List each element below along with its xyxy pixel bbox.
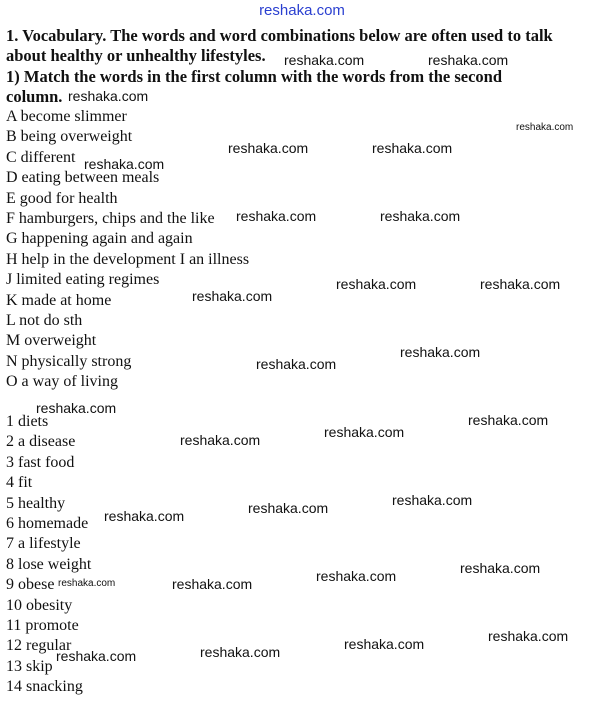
watermark: reshaka.com (200, 644, 281, 660)
watermark: reshaka.com (248, 500, 329, 516)
list-item: 4 fit (6, 474, 33, 492)
watermark: reshaka.com (256, 356, 337, 372)
watermark: reshaka.com (316, 568, 397, 584)
list-item: 10 obesity (6, 596, 73, 614)
list-item: 12 regular (6, 637, 72, 655)
watermark: reshaka.com (104, 508, 185, 524)
list-item: C different (6, 148, 76, 166)
watermark: reshaka.com (488, 628, 569, 644)
list-item: 5 healthy (6, 494, 66, 512)
list-item: 1 diets (6, 413, 49, 430)
list-item: M overweight (6, 332, 97, 350)
list-item: L not do sth (6, 311, 83, 329)
watermark: reshaka.com (468, 412, 549, 428)
watermark: reshaka.com (392, 492, 473, 508)
watermark: reshaka.com (344, 636, 425, 652)
watermark: reshaka.com (56, 648, 137, 664)
watermark: reshaka.com (172, 576, 253, 592)
list-item: 11 promote (6, 616, 79, 634)
watermark: reshaka.com (324, 424, 405, 440)
list-item: H help in the development I an illness (6, 250, 250, 268)
list-item: G happening again and again (6, 230, 193, 248)
list-item: A become slimmer (6, 108, 127, 125)
watermark: reshaka.com (284, 52, 365, 68)
task-instruction-line-1: 1) Match the words in the first column with the words from the second (6, 67, 503, 86)
list-item: K made at home (6, 291, 112, 309)
watermark: reshaka.com (480, 276, 561, 292)
task-instruction-line-2: column. (6, 87, 63, 106)
watermark: reshaka.com (36, 400, 117, 416)
watermark: reshaka.com (58, 578, 116, 589)
list-item: N physically strong (6, 352, 132, 370)
list-item: 9 obese (6, 576, 55, 594)
list-item: 3 fast food (6, 453, 75, 471)
task-title-line-2: about healthy or unhealthy lifestyles. (6, 46, 266, 65)
task-title-line-1: 1. Vocabulary. The words and word combinations below are often used to talk (6, 26, 553, 45)
list-item: 8 lose weight (6, 555, 92, 573)
watermark: reshaka.com (68, 88, 149, 104)
watermark: reshaka.com (428, 52, 509, 68)
site-header[interactable]: reshaka.com (259, 2, 345, 19)
list-item: D eating between meals (6, 169, 160, 187)
watermark: reshaka.com (336, 276, 417, 292)
list-item: J limited eating regimes (6, 271, 160, 289)
list-item: 14 snacking (6, 678, 83, 696)
list-item: O a way of living (6, 373, 118, 391)
watermark: reshaka.com (460, 560, 541, 576)
watermark: reshaka.com (516, 122, 574, 133)
watermark: reshaka.com (400, 344, 481, 360)
watermark: reshaka.com (236, 208, 317, 224)
list-item: F hamburgers, chips and the like (6, 209, 215, 227)
watermark: reshaka.com (180, 432, 261, 448)
list-item: 2 a disease (6, 433, 76, 451)
watermark: reshaka.com (228, 140, 309, 156)
list-item: 6 homemade (6, 514, 89, 532)
watermark: reshaka.com (192, 288, 273, 304)
watermark: reshaka.com (380, 208, 461, 224)
watermark: reshaka.com (84, 156, 165, 172)
watermark: reshaka.com (372, 140, 453, 156)
list-item: E good for health (6, 189, 118, 207)
lettered-column (6, 107, 249, 392)
list-item: 7 a lifestyle (6, 535, 81, 553)
list-item: B being overweight (6, 128, 133, 146)
list-item: 13 skip (6, 657, 53, 675)
